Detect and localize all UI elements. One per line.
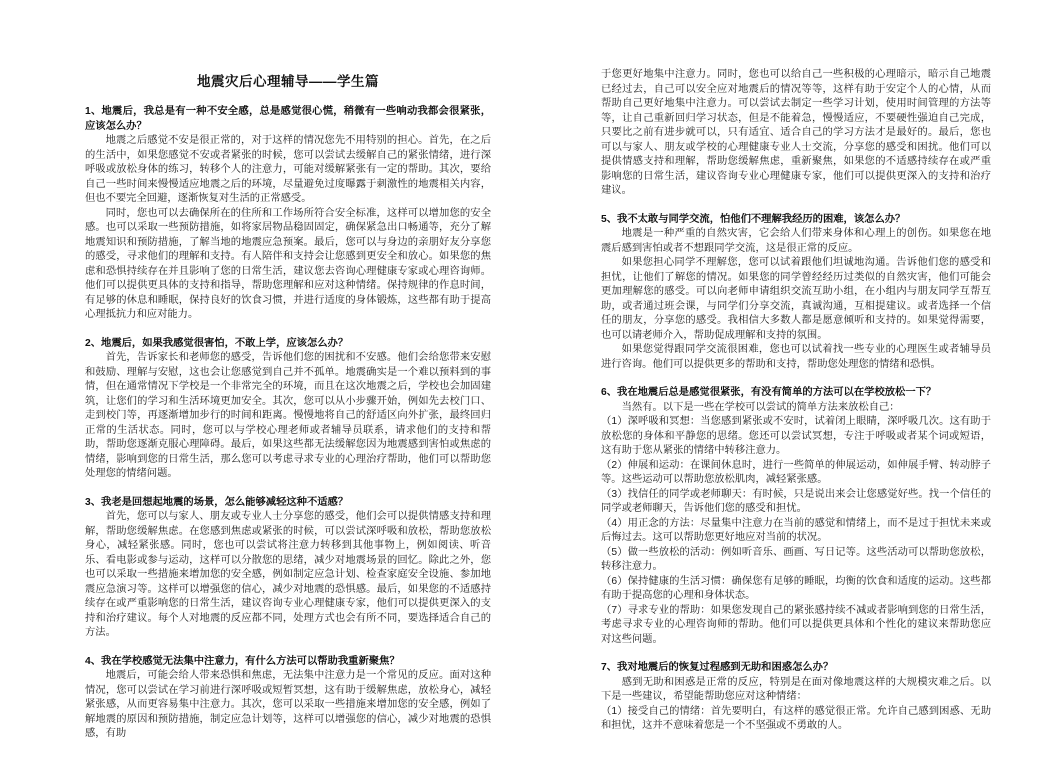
question-heading: 5、我不太敢与同学交流，怕他们不理解我经历的困难，该怎么办？ <box>601 213 906 225</box>
list-item-paragraph: （3）找信任的同学或老师聊天：有时候，只是说出来会让您感觉好些。找一个信任的同学或老师聊天，告诉他们您的感受和担忧。 <box>601 488 991 514</box>
question-heading: 3、我老是回想起地震的场景，怎么能够减轻这种不适感？ <box>85 496 349 508</box>
page-right <box>601 68 991 734</box>
left-page-content <box>85 105 491 742</box>
body-paragraph: 地震后，可能会给人带来恐惧和焦虑，无法集中注意力是一个常见的反应。面对这种情况，您可以尝试在学习前进行深呼吸或短暂冥想，这有助于缓解焦虑，放松身心，减轻紧张感，从而更容易集中注意力。其次，您可以采取一些措施来增加您的安全感，例如了解地震的原因和预防措施，制定应急计划等，这样可以增强您的信心，减少对地震的恐惧感，有助 <box>85 670 491 739</box>
question-heading: 6、我在地震后总是感觉很紧张，有没有简单的方法可以在学校放松一下？ <box>601 387 937 398</box>
body-paragraph: 于您更好地集中注意力。同时，您也可以给自己一些积极的心理暗示，暗示自己地震已经过去，自己可以安全应对地震后的情况等等，这样有助于安定个人的心情，从而帮助自己更好地集中注意力。可以尝试去制定一些学习计划，使用时间管理的方法等等，让自己重新回归学习状态，但是不能着急，慢慢适应，不要硬性强迫自己完成，只要比之前有进步就可以，只有适宜、适合自己的学习方法才是最好的。最后，您也可以与家人、朋友或学校的心理健康专业人士交流，分享您的感受和困扰。他们可以提供情感支持和理解，帮助您缓解焦虑，重新聚焦，如果您的不适感持续存在或严重影响您的日常生活，建议咨询专业心理健康专家，他们可以提供更深入的支持和治疗建议。 <box>601 69 991 196</box>
question-heading: 7、我对地震后的恢复过程感到无助和困惑怎么办？ <box>601 662 834 673</box>
body-paragraph: 当然有。以下是一些在学校可以尝试的简单方法来放松自己： <box>621 401 900 413</box>
document-title: 地震灾后心理辅导——学生篇 <box>197 74 379 89</box>
body-paragraph: 首先，您可以与家人、朋友或专业人士分享您的感受，他们会可以提供情感支持和理解，帮助您缓解焦虑。在您感到焦虑或紧张的时候，可以尝试深呼吸和放松，帮助您放松身心，减轻紧张感。同时，您也可以尝试将注意力转移到其他事物上，例如阅读、听音乐、看电影或参与运动，这样可以分散您的思绪，减少对地震场景的回忆。除此之外，您也可以采取一些措施来增加您的安全感，例如制定应急计划、检查家庭安全设施、参加地震应急演习等。这样可以增强您的信心，减少对地震的恐惧感。最后，如果您的不适感持续存在或严重影响您的日常生活，建议咨询专业心理健康专家，他们可以提供更深入的支持和治疗建议。每个人对地震的反应都不同，处理方式也会有所不同，要选择适合自己的方法。 <box>85 511 491 638</box>
list-item-paragraph: （6）保持健康的生活习惯：确保您有足够的睡眠，均衡的饮食和适度的运动。这些都有助于提高您的心理和身体状态。 <box>601 575 991 601</box>
question-heading: 2、地震后，如果我感觉很害怕，不敢上学，应该怎么办？ <box>85 337 349 349</box>
body-paragraph: 如果您觉得跟同学交流很困难，您也可以试着找一些专业的心理医生或者辅导员进行咨询。他们可以提供更多的帮助和支持，帮助您处理您的情绪和恐惧。 <box>601 344 991 370</box>
right-page-content <box>601 68 991 734</box>
qa-section <box>85 655 491 742</box>
body-paragraph: 感到无助和困惑是正常的反应，特别是在面对像地震这样的大规模灾难之后。以下是一些建议，希望能帮助您应对这种情绪： <box>601 676 991 702</box>
list-item-paragraph: （2）伸展和运动：在课间休息时，进行一些简单的伸展运动，如伸展手臂、转动脖子等。这些运动可以帮助您放松肌肉，减轻紧张感。 <box>601 459 991 485</box>
body-paragraph: 同时，您也可以去确保所在的住所和工作场所符合安全标准，这样可以增加您的安全感。也可以采取一些预防措施，如将家居物品稳固固定，确保紧急出口畅通等，充分了解地震知识和预防措施，了解当地的地震应急预案。最后，您可以与身边的亲朋好友分享您的感受，寻求他们的理解和支持。有人陪伴和支持会让您感到更安全和放心。如果您的焦虑和恐惧持续存在并且影响了您的日常生活，建议您去咨询心理健康专家或心理咨询师。他们可以提供更具体的支持和指导，帮助您理解和应对这种情绪。保持规律的作息时间，有足够的休息和睡眠，保持良好的饮食习惯，并进行适度的身体锻炼，这些都有助于提高心理抵抗力和应对能力。 <box>85 207 491 320</box>
qa-section <box>85 496 491 641</box>
body-paragraph: 地震是一种严重的自然灾害，它会给人们带来身体和心理上的创伤。如果您在地震后感到害怕或者不想跟同学交流，这是很正常的反应。 <box>601 228 991 254</box>
qa-section <box>85 105 491 323</box>
body-paragraph: 首先，告诉家长和老师您的感受，告诉他们您的困扰和不安感。他们会给您带来安慰和鼓励、理解与安慰，这也会让您感觉到自己并不孤单。地震确实是一个难以预料到的事情，但在通常情况下学校是一个非常完全的环境，而且在这次地震之后，学校也会加固建筑，让您们的学习和生活环境更加安全。其次，您可以从小步骤开始，例如先去校门口、走到校门等，再逐渐增加步行的时间和距离。慢慢地将自己的舒适区向外扩张，最终回归正常的生活状态。同时，您可以与学校心理老师或者辅导员联系，请求他们的支持和帮助，帮助您逐渐克服心理障碍。最后，如果这些都无法缓解您因为地震感到害怕或焦虑的情绪，影响到您的日常生活，那么您可以考虑寻求专业的心理治疗帮助，他们可以帮助您处理您的情绪问题。 <box>85 352 491 479</box>
qa-section <box>601 386 991 647</box>
question-heading: 4、我在学校感觉无法集中注意力，有什么方法可以帮助我重新聚焦？ <box>85 655 400 667</box>
body-paragraph: 如果您担心同学不理解您，您可以试着跟他们坦诚地沟通。告诉他们您的感受和担忧，让他们了解您的情况。如果您的同学曾经经历过类似的自然灾害，他们可能会更加理解您的感受。可以向老师申请组织交流互助小组，在小组内与朋友同学互帮互助，或者通过班会课，与同学们分享交流，真诚沟通，互相提建议。或者选择一个信任的朋友，分享您的感受。我相信大多数人都是愿意倾听和支持的。如果觉得需要，也可以请老师介入，帮助促成理解和支持的氛围。 <box>601 257 991 341</box>
page-left <box>85 73 491 742</box>
question-heading: 1、地震后，我总是有一种不安全感，总是感觉很心慌，稍微有一些响动我都会很紧张，应该怎么办？ <box>85 106 491 132</box>
qa-section <box>601 661 991 734</box>
list-item-paragraph: （7）寻求专业的帮助：如果您发现自己的紧张感持续不减或者影响到您的日常生活，考虑寻求专业的心理咨询师的帮助。他们可以提供更具体和个性化的建议来帮助您应对这些问题。 <box>601 604 991 645</box>
qa-section <box>85 337 491 482</box>
list-item-paragraph: （4）用正念的方法：尽量集中注意力在当前的感觉和情绪上，而不是过于担忧未来或后悔过去。这可以帮助您更好地应对当前的状况。 <box>601 517 991 543</box>
body-paragraph: 地震之后感觉不安是很正常的，对于这样的情况您先不用特别的担心。首先，在之后的生活中，如果您感觉不安或者紧张的时候，您可以尝试去缓解自己的紧张情绪，进行深呼吸或放松身体的练习，转移个人的注意力，可能对缓解紧张有一定的帮助。其次，要给自己一些时间来慢慢适应地震之后的环境，尽量避免过度曝露于刺激性的地震相关内容，但也不要完全回避，逐渐恢复对生活的正常感受。 <box>85 135 491 204</box>
list-item-paragraph: （1）深呼吸和冥想：当您感到紧张或不安时，试着闭上眼睛，深呼吸几次。这有助于放松您的身体和平静您的思绪。您还可以尝试冥想，专注于呼吸或者某个词或短语，这有助于您从紧张的情绪中转移注意力。 <box>601 416 991 456</box>
list-item-paragraph: （1）接受自己的情绪：首先要明白，有这样的感觉很正常。允许自己感到困惑、无助和担忧，这并不意味着您是一个不坚强或不勇敢的人。 <box>601 705 991 731</box>
list-item-paragraph: （5）做一些放松的活动：例如听音乐、画画、写日记等。这些活动可以帮助您放松，转移注意力。 <box>601 546 991 572</box>
qa-section <box>601 213 991 373</box>
